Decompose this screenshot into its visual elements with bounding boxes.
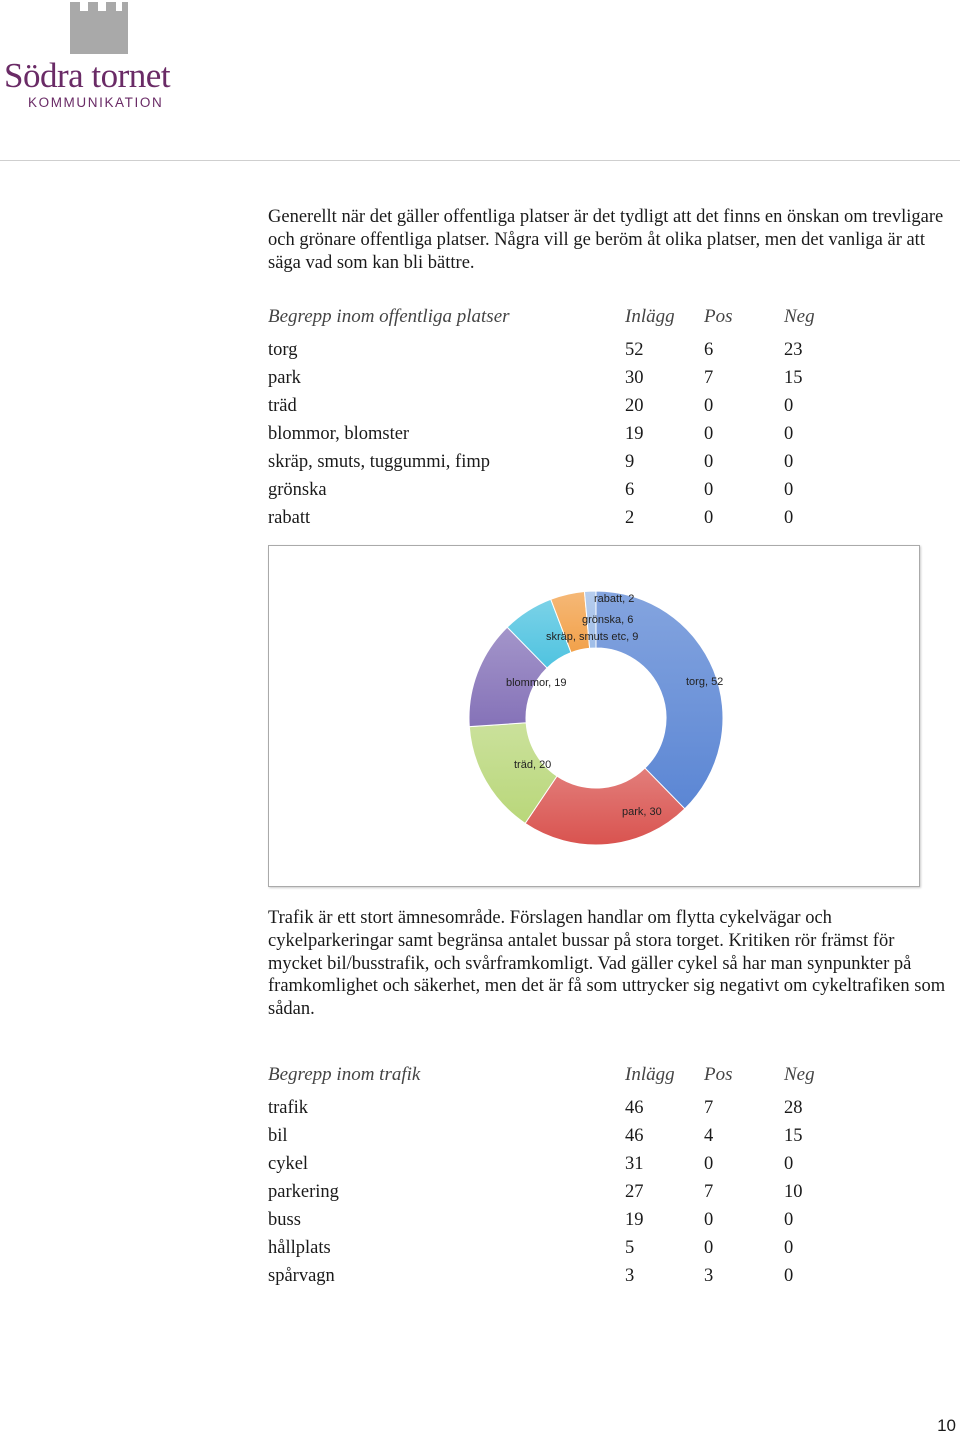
cell-posts: 19 <box>625 424 644 444</box>
slice-label: park, 30 <box>622 806 662 818</box>
cell-term: träd <box>268 396 297 416</box>
table-body <box>268 340 828 536</box>
cell-neg: 0 <box>784 1238 794 1258</box>
cell-neg: 28 <box>784 1098 803 1118</box>
intro-paragraph: Generellt när det gäller offentliga platser är det tydligt att det finns en önskan om trevligare och grönare offentliga platser. Några vill ge beröm åt olika platser, men det vanliga är att säga vad som kan bli bättre. <box>268 207 944 273</box>
cell-term: grönska <box>268 480 327 500</box>
cell-neg: 0 <box>784 1266 794 1286</box>
header-neg: Neg <box>784 1064 815 1085</box>
slice-label: torg, 52 <box>686 676 724 688</box>
cell-pos: 0 <box>704 480 714 500</box>
cell-term: rabatt <box>268 508 311 528</box>
cell-pos: 0 <box>704 396 714 416</box>
logo-subtitle: KOMMUNIKATION <box>28 95 164 110</box>
cell-pos: 4 <box>704 1126 714 1146</box>
donut-chart <box>269 546 919 886</box>
table-row <box>268 1126 828 1154</box>
cell-term: park <box>268 368 301 388</box>
cell-neg: 23 <box>784 340 803 360</box>
table-row <box>268 480 828 508</box>
table-row <box>268 1238 828 1266</box>
table-header <box>268 1064 828 1098</box>
cell-posts: 27 <box>625 1182 644 1202</box>
cell-pos: 0 <box>704 1210 714 1230</box>
cell-pos: 3 <box>704 1266 714 1286</box>
table-traffic <box>268 1064 828 1294</box>
cell-neg: 0 <box>784 480 794 500</box>
cell-posts: 3 <box>625 1266 635 1286</box>
table-body <box>268 1098 828 1294</box>
table-row <box>268 1266 828 1294</box>
header-term: Begrepp inom trafik <box>268 1064 421 1085</box>
cell-pos: 7 <box>704 1182 714 1202</box>
cell-neg: 0 <box>784 396 794 416</box>
cell-posts: 6 <box>625 480 635 500</box>
tower-icon <box>4 2 204 62</box>
table-header <box>268 306 828 340</box>
table-row <box>268 452 828 480</box>
slice-label: skräp, smuts etc, 9 <box>546 631 639 643</box>
cell-term: torg <box>268 340 298 360</box>
cell-neg: 0 <box>784 452 794 472</box>
table-row <box>268 508 828 536</box>
header-posts: Inlägg <box>625 1064 675 1085</box>
slice-label: träd, 20 <box>514 759 552 771</box>
page-number: 10 <box>937 1416 956 1435</box>
cell-neg: 0 <box>784 1154 794 1174</box>
cell-pos: 6 <box>704 340 714 360</box>
cell-neg: 0 <box>784 508 794 528</box>
cell-posts: 52 <box>625 340 644 360</box>
cell-term: parkering <box>268 1182 339 1202</box>
cell-neg: 10 <box>784 1182 803 1202</box>
table-row <box>268 1098 828 1126</box>
cell-term: trafik <box>268 1098 309 1118</box>
cell-posts: 46 <box>625 1126 644 1146</box>
cell-term: hållplats <box>268 1238 331 1258</box>
header-posts: Inlägg <box>625 306 675 327</box>
cell-pos: 0 <box>704 508 714 528</box>
table-public-places <box>268 306 828 536</box>
traffic-paragraph: Trafik är ett stort ämnesområde. Förslagen handlar om flytta cykelvägar och cykelparkeringar samt begränsa antalet bussar på stora torget. Kritiken rör främst för mycket bil/busstrafik, och svårframkomligt. Vad gäller cykel så har man synpunkter på framkomlighet och säkerhet, men det är få som uttrycker sig negativt om cykeltrafiken som sådan. <box>268 908 946 1020</box>
chart-frame <box>268 545 920 887</box>
cell-neg: 0 <box>784 1210 794 1230</box>
cell-term: blommor, blomster <box>268 424 410 444</box>
logo <box>4 2 204 112</box>
table-row <box>268 1182 828 1210</box>
cell-neg: 15 <box>784 368 803 388</box>
cell-pos: 0 <box>704 424 714 444</box>
cell-posts: 9 <box>625 452 635 472</box>
cell-posts: 5 <box>625 1238 635 1258</box>
cell-neg: 15 <box>784 1126 803 1146</box>
table-row <box>268 340 828 368</box>
cell-term: bil <box>268 1126 288 1146</box>
cell-pos: 0 <box>704 1238 714 1258</box>
slice-label: blommor, 19 <box>506 677 567 689</box>
cell-pos: 0 <box>704 1154 714 1174</box>
header-term: Begrepp inom offentliga platser <box>268 306 510 327</box>
cell-posts: 31 <box>625 1154 644 1174</box>
cell-posts: 46 <box>625 1098 644 1118</box>
slice-label: rabatt, 2 <box>594 593 635 605</box>
slice-label: grönska, 6 <box>582 614 634 626</box>
cell-posts: 2 <box>625 508 635 528</box>
cell-pos: 0 <box>704 452 714 472</box>
cell-term: spårvagn <box>268 1266 335 1286</box>
table-row <box>268 424 828 452</box>
cell-neg: 0 <box>784 424 794 444</box>
header-divider <box>0 160 960 161</box>
header-pos: Pos <box>704 306 733 327</box>
header-pos: Pos <box>704 1064 733 1085</box>
cell-pos: 7 <box>704 368 714 388</box>
cell-term: cykel <box>268 1154 309 1174</box>
logo-name: Södra tornet <box>4 56 171 95</box>
table-row <box>268 368 828 396</box>
cell-pos: 7 <box>704 1098 714 1118</box>
cell-posts: 19 <box>625 1210 644 1230</box>
header-neg: Neg <box>784 306 815 327</box>
cell-posts: 30 <box>625 368 644 388</box>
cell-term: skräp, smuts, tuggummi, fimp <box>268 452 490 472</box>
table-row <box>268 1154 828 1182</box>
table-row <box>268 396 828 424</box>
table-row <box>268 1210 828 1238</box>
cell-term: buss <box>268 1210 301 1230</box>
cell-posts: 20 <box>625 396 644 416</box>
